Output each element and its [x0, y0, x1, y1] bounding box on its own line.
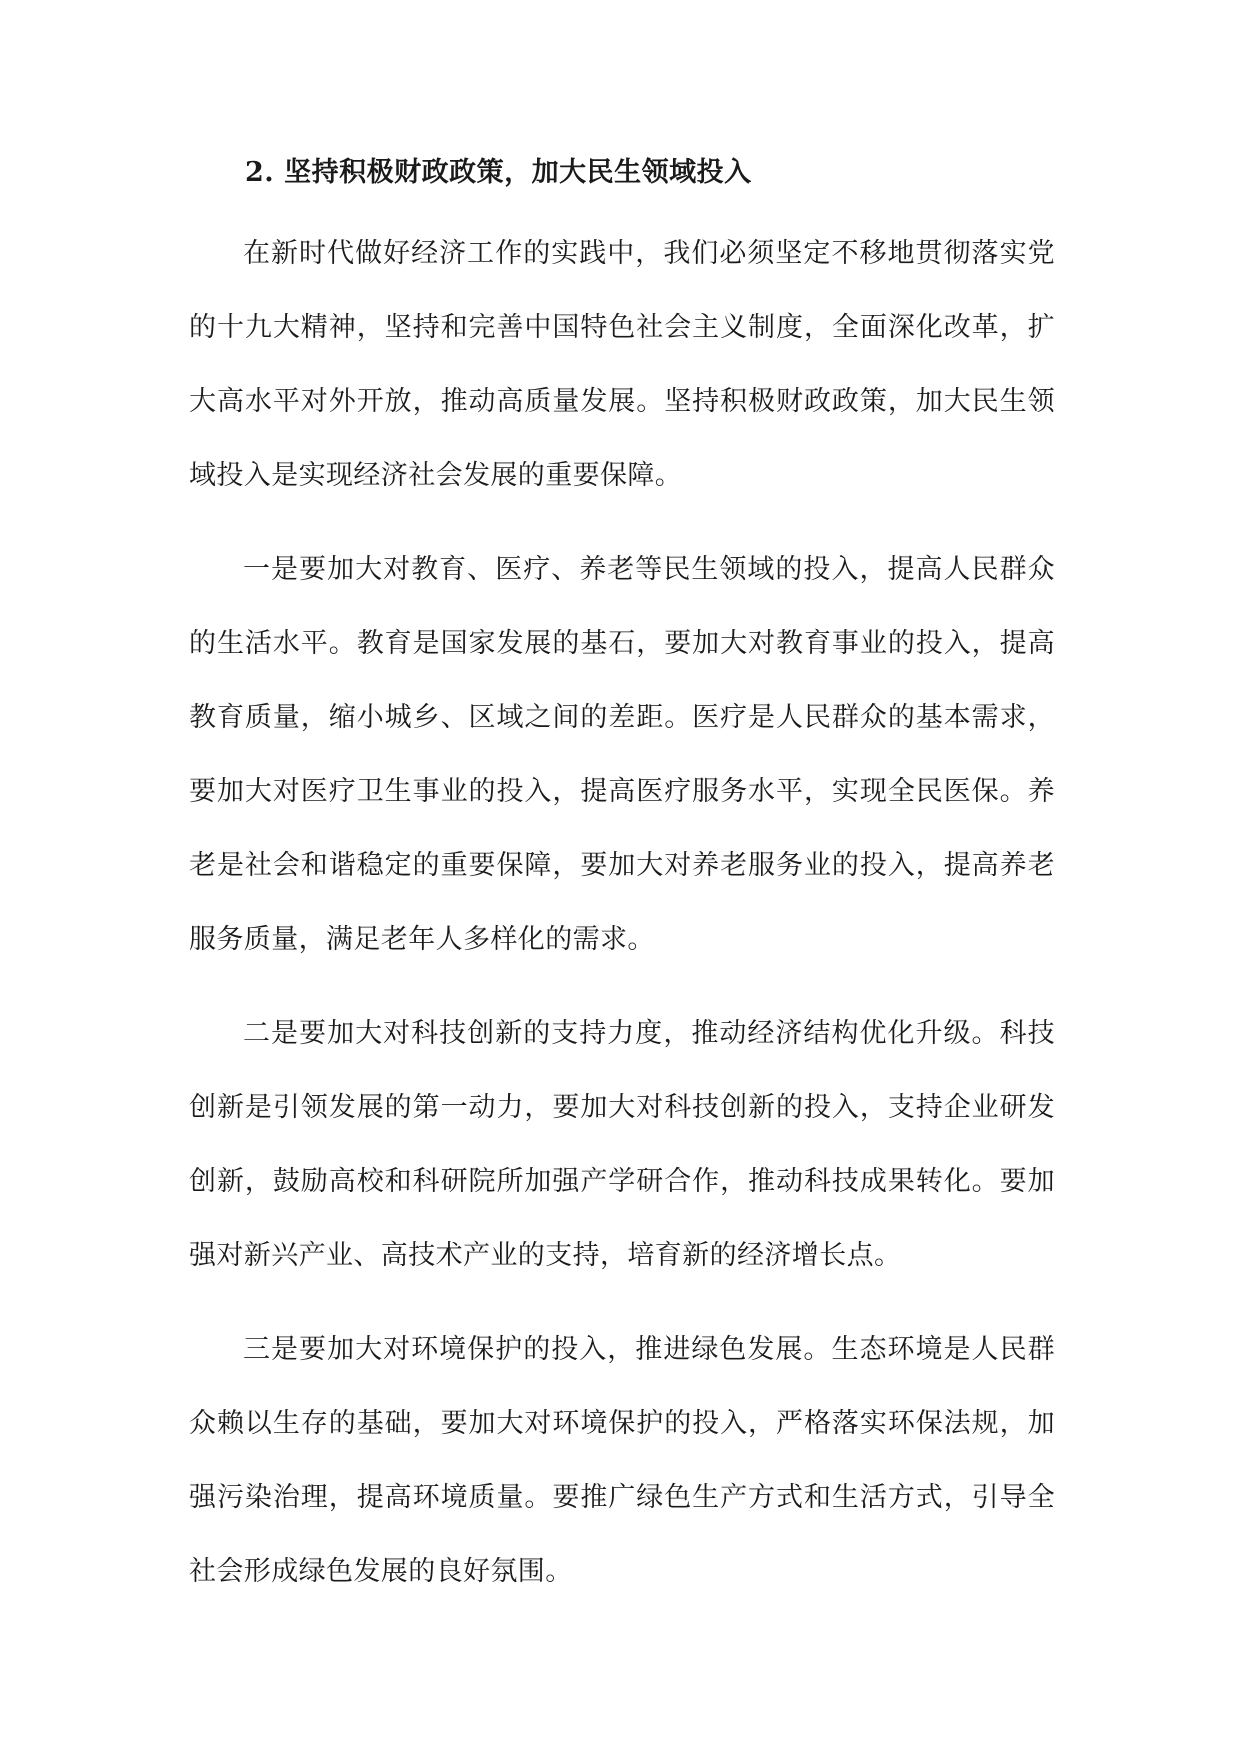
paragraph-livelihood: 一是要加大对教育、医疗、养老等民生领域的投入，提高人民群众的生活水平。教育是国家发展的基石，要加大对教育事业的投入，提高教育质量，缩小城乡、区域之间的差距。医疗是人民群众的基本需求，要加大对医疗卫生事业的投入，提高医疗服务水平，实现全民医保。养老是社会和谐稳定的重要保障，要加大对养老服务业的投入，提高养老服务质量，满足老年人多样化的需求。	[189, 554, 1055, 955]
paragraph-intro: 在新时代做好经济工作的实践中，我们必须坚定不移地贯彻落实党的十九大精神，坚持和完善中国特色社会主义制度，全面深化改革，扩大高水平对外开放，推动高质量发展。坚持积极财政政策，加大民生领域投入是实现经济社会发展的重要保障。	[189, 238, 1055, 491]
paragraph-environment: 三是要加大对环境保护的投入，推进绿色发展。生态环境是人民群众赖以生存的基础，要加大对环境保护的投入，严格落实环保法规，加强污染治理，提高环境质量。要推广绿色生产方式和生活方式，引导全社会形成绿色发展的良好氛围。	[189, 1334, 1055, 1587]
document-body	[189, 143, 1055, 1609]
paragraph-innovation: 二是要加大对科技创新的支持力度，推动经济结构优化升级。科技创新是引领发展的第一动力，要加大对科技创新的投入，支持企业研发创新，鼓励高校和科研院所加强产学研合作，推动科技成果转化。要加强对新兴产业、高技术产业的支持，培育新的经济增长点。	[189, 1018, 1055, 1271]
section-heading: 2. 坚持积极财政政策，加大民生领域投入	[245, 157, 752, 188]
